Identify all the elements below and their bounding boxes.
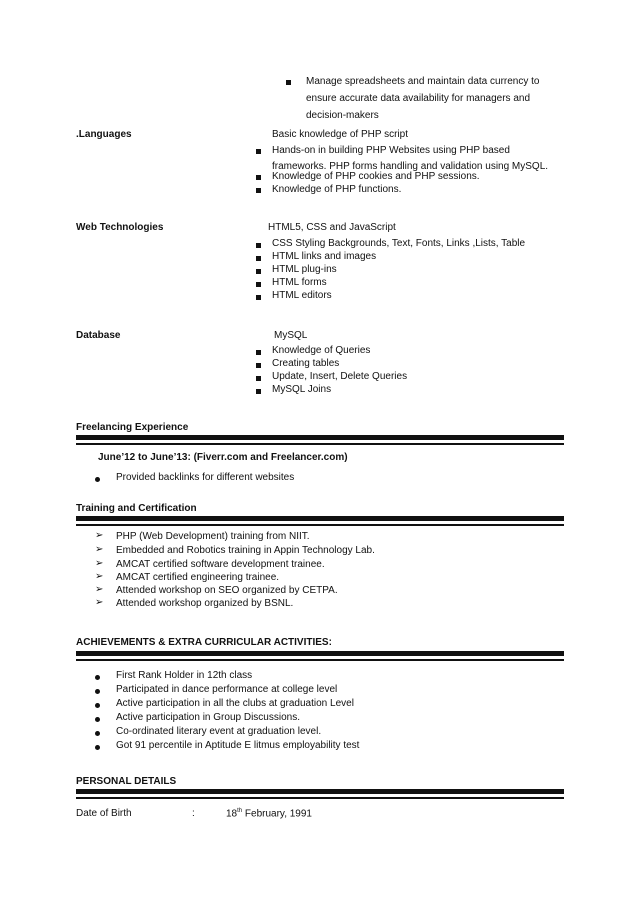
dot-bullet-icon [95, 477, 100, 482]
arrow-bullet-icon: ➢ [95, 571, 104, 582]
square-bullet-icon [256, 243, 261, 248]
section-heading-personal: PERSONAL DETAILS [76, 776, 177, 787]
dob-label: Date of Birth [76, 808, 132, 819]
square-bullet-icon [256, 282, 261, 287]
bullet-text: frameworks. PHP forms handling and validation using MySQL. [272, 161, 549, 172]
bullet-text: Hands-on in building PHP Websites using PHP based [272, 145, 510, 156]
section-rule-thin [76, 659, 564, 661]
section-rule [76, 435, 564, 440]
dot-bullet-icon [95, 745, 100, 750]
freelancing-period: June’12 to June’13: (Fiverr.com and Freelancer.com) [98, 452, 348, 463]
dot-bullet-icon [95, 689, 100, 694]
bullet-text: ensure accurate data availability for managers and [306, 93, 531, 104]
bullet-text: Knowledge of Queries [272, 345, 371, 356]
section-rule-thin [76, 524, 564, 526]
section-heading-database: Database [76, 330, 121, 341]
section-heading-training: Training and Certification [76, 503, 197, 514]
square-bullet-icon [256, 389, 261, 394]
section-rule-thin [76, 797, 564, 799]
bullet-text: Creating tables [272, 358, 340, 369]
square-bullet-icon [256, 256, 261, 261]
bullet-text: Attended workshop on SEO organized by CETPA. [116, 585, 338, 596]
bullet-text: Provided backlinks for different websites [116, 472, 295, 483]
web-intro: HTML5, CSS and JavaScript [268, 222, 396, 233]
bullet-text: Co-ordinated literary event at graduation level. [116, 726, 322, 737]
square-bullet-icon [256, 363, 261, 368]
arrow-bullet-icon: ➢ [95, 597, 104, 608]
arrow-bullet-icon: ➢ [95, 584, 104, 595]
dot-bullet-icon [95, 675, 100, 680]
bullet-text: PHP (Web Development) training from NIIT. [116, 531, 310, 542]
bullet-text: Participated in dance performance at college level [116, 684, 338, 695]
dob-day: 18 [226, 808, 238, 820]
dot-bullet-icon [95, 703, 100, 708]
bullet-text: Got 91 percentile in Aptitude E litmus employability test [116, 740, 360, 751]
arrow-bullet-icon: ➢ [95, 558, 104, 569]
languages-intro: Basic knowledge of PHP script [272, 129, 408, 140]
bullet-text: AMCAT certified software development trainee. [116, 559, 325, 570]
section-heading-achievements: ACHIEVEMENTS & EXTRA CURRICULAR ACTIVITIES: [76, 637, 332, 648]
dot-bullet-icon [95, 717, 100, 722]
square-bullet-icon [286, 80, 291, 85]
section-heading-freelancing: Freelancing Experience [76, 422, 189, 433]
bullet-text: Attended workshop organized by BSNL. [116, 598, 294, 609]
bullet-text: Active participation in all the clubs at graduation Level [116, 698, 354, 709]
section-rule [76, 789, 564, 794]
bullet-text: Knowledge of PHP cookies and PHP sessions. [272, 171, 480, 182]
square-bullet-icon [256, 295, 261, 300]
bullet-text: CSS Styling Backgrounds, Text, Fonts, Links ,Lists, Table [272, 238, 526, 249]
bullet-text: HTML editors [272, 290, 332, 301]
section-heading-languages: .Languages [76, 129, 132, 140]
dot-bullet-icon [95, 731, 100, 736]
bullet-text: AMCAT certified engineering trainee. [116, 572, 280, 583]
bullet-text: First Rank Holder in 12th class [116, 670, 253, 681]
square-bullet-icon [256, 376, 261, 381]
section-heading-web: Web Technologies [76, 222, 164, 233]
bullet-text: MySQL Joins [272, 384, 332, 395]
section-rule [76, 516, 564, 521]
dob-suffix: th [237, 808, 243, 814]
bullet-text: Update, Insert, Delete Queries [272, 371, 408, 382]
bullet-text: HTML forms [272, 277, 327, 288]
arrow-bullet-icon: ➢ [95, 530, 104, 541]
bullet-text: Manage spreadsheets and maintain data currency to [306, 76, 540, 87]
dob-value [226, 808, 312, 819]
bullet-text: Knowledge of PHP functions. [272, 184, 402, 195]
section-rule-thin [76, 443, 564, 445]
square-bullet-icon [256, 175, 261, 180]
bullet-text: Active participation in Group Discussions. [116, 712, 300, 723]
bullet-text: HTML plug-ins [272, 264, 337, 275]
dob-rest: February, 1991 [242, 808, 312, 820]
section-rule [76, 651, 564, 656]
database-intro: MySQL [274, 330, 308, 341]
square-bullet-icon [256, 188, 261, 193]
arrow-bullet-icon: ➢ [95, 544, 104, 555]
square-bullet-icon [256, 350, 261, 355]
bullet-text: HTML links and images [272, 251, 377, 262]
square-bullet-icon [256, 149, 261, 154]
square-bullet-icon [256, 269, 261, 274]
bullet-text: Embedded and Robotics training in Appin Technology Lab. [116, 545, 375, 556]
bullet-text: decision-makers [306, 110, 379, 121]
dob-colon: : [192, 808, 195, 819]
